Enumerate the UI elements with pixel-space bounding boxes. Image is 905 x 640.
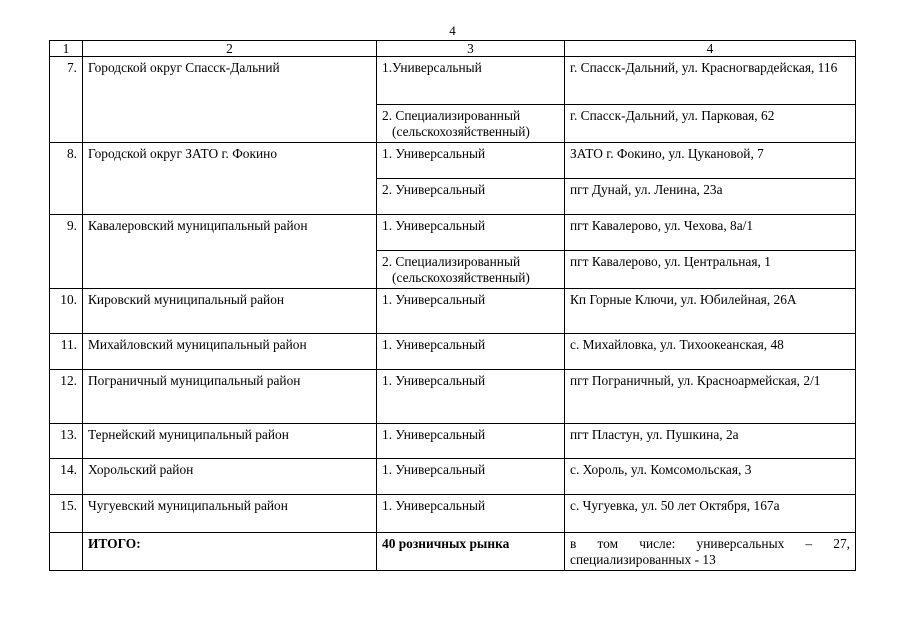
district-name: Кавалеровский муниципальный район — [83, 215, 377, 289]
row-number: 7. — [50, 57, 83, 143]
market-type: 1. Универсальный — [377, 289, 565, 334]
market-type: 1. Универсальный — [377, 370, 565, 424]
total-count: 40 розничных рынка — [377, 533, 565, 571]
total-detail-line: специализированных - 13 — [570, 552, 716, 567]
market-type: 1. Универсальный — [377, 495, 565, 533]
row-number: 13. — [50, 424, 83, 459]
total-detail — [565, 533, 856, 571]
market-address: пгт Дунай, ул. Ленина, 23а — [565, 179, 856, 215]
table-row — [50, 57, 856, 105]
district-name: Городской округ Спасск-Дальний — [83, 57, 377, 143]
market-address: пгт Кавалерово, ул. Чехова, 8а/1 — [565, 215, 856, 251]
row-number: 9. — [50, 215, 83, 289]
market-type-line: 2. Специализированный — [382, 254, 521, 269]
table-row — [50, 334, 856, 370]
column-header: 2 — [83, 41, 377, 57]
market-address: пгт Пластун, ул. Пушкина, 2а — [565, 424, 856, 459]
market-type: 1. Универсальный — [377, 215, 565, 251]
market-type — [377, 251, 565, 289]
market-type-subline: (сельскохозяйственный) — [392, 270, 530, 285]
market-address: пгт Кавалерово, ул. Центральная, 1 — [565, 251, 856, 289]
market-type: 1. Универсальный — [377, 334, 565, 370]
market-address: ЗАТО г. Фокино, ул. Цукановой, 7 — [565, 143, 856, 179]
column-header: 3 — [377, 41, 565, 57]
market-type: 1. Универсальный — [377, 143, 565, 179]
market-type: 1. Универсальный — [377, 459, 565, 495]
table-row — [50, 215, 856, 251]
row-number: 8. — [50, 143, 83, 215]
district-name: Михайловский муниципальный район — [83, 334, 377, 370]
row-number: 14. — [50, 459, 83, 495]
district-name: Городской округ ЗАТО г. Фокино — [83, 143, 377, 215]
header-row — [50, 41, 856, 57]
market-type: 1. Универсальный — [377, 424, 565, 459]
market-type — [377, 105, 565, 143]
table-row — [50, 370, 856, 424]
market-address: г. Спасск-Дальний, ул. Парковая, 62 — [565, 105, 856, 143]
market-address: Кп Горные Ключи, ул. Юбилейная, 26А — [565, 289, 856, 334]
row-number: 15. — [50, 495, 83, 533]
market-type: 1.Универсальный — [377, 57, 565, 105]
market-address: с. Михайловка, ул. Тихоокеанская, 48 — [565, 334, 856, 370]
row-number: 11. — [50, 334, 83, 370]
row-number: 10. — [50, 289, 83, 334]
total-label: ИТОГО: — [83, 533, 377, 571]
table-row — [50, 459, 856, 495]
table-row — [50, 495, 856, 533]
district-name: Тернейский муниципальный район — [83, 424, 377, 459]
total-row — [50, 533, 856, 571]
district-name: Кировский муниципальный район — [83, 289, 377, 334]
market-address: с. Чугуевка, ул. 50 лет Октября, 167а — [565, 495, 856, 533]
total-detail-line: в том числе: универсальных – 27, — [570, 536, 850, 551]
district-name: Хорольский район — [83, 459, 377, 495]
total-number-cell — [50, 533, 83, 571]
district-name: Чугуевский муниципальный район — [83, 495, 377, 533]
table-row — [50, 424, 856, 459]
table-row — [50, 289, 856, 334]
column-header: 1 — [50, 41, 83, 57]
row-number: 12. — [50, 370, 83, 424]
column-header: 4 — [565, 41, 856, 57]
markets-table — [49, 40, 856, 571]
market-address: с. Хороль, ул. Комсомольская, 3 — [565, 459, 856, 495]
page-number: 4 — [449, 23, 456, 38]
district-name: Пограничный муниципальный район — [83, 370, 377, 424]
table-row — [50, 143, 856, 179]
market-type-line: 2. Специализированный — [382, 108, 521, 123]
market-address: г. Спасск-Дальний, ул. Красногвардейская, 116 — [565, 57, 856, 105]
market-type: 2. Универсальный — [377, 179, 565, 215]
market-type-subline: (сельскохозяйственный) — [392, 124, 530, 139]
market-address: пгт Пограничный, ул. Красноармейская, 2/1 — [565, 370, 856, 424]
